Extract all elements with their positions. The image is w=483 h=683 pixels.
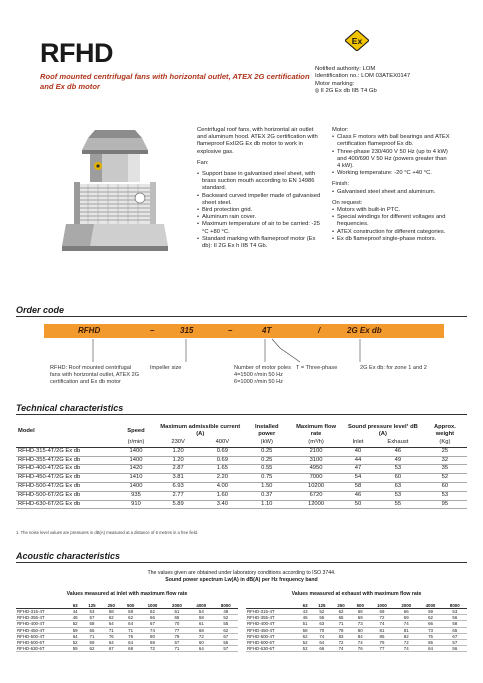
sound-power-cell: 78 [331, 627, 350, 633]
sound-power-cell: 57 [214, 646, 238, 652]
value-cell: 6720 [289, 491, 343, 500]
value-cell: 53 [373, 465, 423, 474]
sound-power-cell: 59 [68, 627, 82, 633]
fan-feature: • Backward curved impeller made of galvanised sheet steel. [197, 193, 322, 207]
value-cell: 52 [423, 474, 467, 483]
sound-power-cell: 69 [370, 609, 394, 615]
table-row [16, 500, 467, 509]
value-cell: 40 [343, 447, 373, 456]
product-intro: Centrifugal roof fans, with horizontal air outlet and aluminum hood. ATEX 2G certification with flameproof ExII2G Ex db motor to work in explosive gas. [197, 127, 318, 155]
frequency-header: 63 [298, 602, 312, 609]
value-cell: 4950 [289, 465, 343, 474]
table-row [16, 456, 467, 465]
inlet-table-title: Values measured at inlet with maximum flow rate [66, 591, 188, 597]
sound-power-cell: 73 [418, 627, 442, 633]
unit-cell: (r/min) [116, 439, 156, 447]
on-request-item: • Special windings for different voltages and frequencies. [332, 214, 450, 228]
model-cell: RFHD-400-4T/2G Ex db [16, 465, 116, 474]
unit-cell: 400V [200, 439, 244, 447]
sound-power-cell: 55 [214, 639, 238, 645]
sound-power-cell: 46 [298, 615, 312, 621]
product-subtitle: Roof mounted centrifugal fans with horizontal outlet, ATEX 2G certification and Ex db motor [40, 72, 310, 91]
value-cell: 2.87 [156, 465, 200, 474]
technical-divider [16, 414, 467, 415]
col-sound: Sound pressure level¹ dB (A) [347, 424, 418, 437]
col-speed: Speed [127, 427, 145, 434]
frequency-header: 125 [82, 602, 101, 609]
sound-power-cell: 63 [312, 621, 331, 627]
frequency-header: 4000 [189, 602, 213, 609]
fan-feature: • Standard marking with flameproof motor (Ex db): II 2G Ex h IIB T4 Gb. [197, 236, 322, 250]
order-label-poles: Number of motor poles 4=1500 r/min 50 Hz 6=1000 r/min 50 Hz [234, 365, 291, 385]
fan-feature-list [197, 171, 322, 250]
col-weight: Approx. weight [433, 424, 456, 437]
sound-power-cell: 69 [394, 615, 418, 621]
sound-power-cell: 62 [214, 627, 238, 633]
order-label-series: RFHD: Roof mounted centrifugal fans with horizontal outlet, ATEX 2G certification and Ex db motor [50, 365, 140, 385]
acoustic-intro-spectrum: Sound power spectrum Lw(A) in dB(A) per Hz frequency band [165, 577, 318, 583]
sound-power-cell: 58 [82, 621, 101, 627]
model-cell: RFHD-500-6T/2G Ex db [16, 491, 116, 500]
order-label-size: Impeller size [150, 365, 182, 371]
sound-power-cell: 80 [140, 633, 164, 639]
frequency-header: 63 [68, 602, 82, 609]
frequency-header: 500 [351, 602, 370, 609]
sound-power-cell: 70 [165, 621, 189, 627]
finish-list [332, 189, 450, 196]
value-cell: 1.65 [200, 465, 244, 474]
sound-power-cell: 55 [312, 615, 331, 621]
frequency-header: 500 [121, 602, 140, 609]
frequency-header: 2000 [394, 602, 418, 609]
sound-power-cell: 48 [68, 615, 82, 621]
value-cell: 53 [373, 491, 423, 500]
sound-power-cell: 62 [418, 615, 442, 621]
motor-feature: • Three-phase 230/400 V 50 Hz (up to 4 kW) and 400/690 V 50 Hz (powers greater than 4 kW). [332, 149, 450, 171]
motor-marking-value: ⦻ II 2G Ex db IIB T4 Gb [315, 88, 377, 95]
sound-power-cell: 53 [82, 609, 101, 615]
sound-power-cell: 65 [331, 615, 350, 621]
on-request-list [332, 207, 450, 243]
order-code-slash: / [318, 326, 321, 335]
frequency-header: 250 [331, 602, 350, 609]
motor-marking-label: Motor marking: [315, 80, 355, 87]
value-cell: 32 [423, 456, 467, 465]
motor-feature-list [332, 134, 450, 177]
value-cell: 55 [373, 500, 423, 509]
sound-power-cell: 64 [121, 621, 140, 627]
order-code-atex: 2G Ex db [347, 326, 382, 335]
product-title: RFHD [40, 38, 113, 68]
sound-power-cell: 43 [298, 609, 312, 615]
sound-power-cell: 75 [370, 639, 394, 645]
sound-power-cell: 74 [331, 646, 350, 652]
value-cell: 0.25 [244, 456, 289, 465]
value-cell: 95 [423, 500, 467, 509]
unit-cell [16, 439, 116, 447]
sound-power-cell: 71 [165, 646, 189, 652]
inlet-acoustic-table [16, 602, 238, 652]
frequency-header: 250 [102, 602, 121, 609]
sound-power-cell: 56 [443, 646, 467, 652]
model-cell: RFHD-500-6T [246, 639, 298, 645]
sound-power-cell: 71 [331, 621, 350, 627]
finish-item: • Galvanised steel sheet and aluminum. [332, 189, 450, 196]
table-row [16, 474, 467, 483]
sound-power-cell: 66 [351, 609, 370, 615]
table-row [246, 646, 467, 652]
frequency-header: 1000 [140, 602, 164, 609]
value-cell: 60 [373, 474, 423, 483]
sound-power-cell: 48 [214, 609, 238, 615]
fan-feature: • Maximum temperature of air to be carried: -25 °C +80 °C. [197, 221, 322, 235]
sound-power-cell: 65 [443, 627, 467, 633]
sound-power-cell: 65 [82, 627, 101, 633]
sound-power-cell: 72 [331, 639, 350, 645]
sound-power-cell: 61 [189, 621, 213, 627]
sound-power-cell: 70 [312, 627, 331, 633]
table-row [16, 646, 238, 652]
sound-power-cell: 79 [165, 633, 189, 639]
sound-power-cell: 85 [370, 633, 394, 639]
sound-power-cell: 62 [121, 615, 140, 621]
sound-power-cell: 74 [140, 627, 164, 633]
value-cell: 50 [343, 500, 373, 509]
sound-power-cell: 72 [394, 639, 418, 645]
sound-power-cell: 62 [82, 646, 101, 652]
roof-fan-product-image [40, 128, 190, 288]
sound-power-cell: 58 [121, 609, 140, 615]
col-current: Maximum admissible current (A) [160, 424, 241, 437]
technical-table-body [16, 439, 467, 509]
sound-power-cell: 59 [82, 639, 101, 645]
value-cell: 49 [373, 456, 423, 465]
sound-power-cell: 84 [351, 633, 370, 639]
motor-feature: • Working temperature: -20 °C +40 °C. [332, 170, 450, 177]
sound-power-cell: 82 [394, 633, 418, 639]
value-cell: 1.20 [156, 456, 200, 465]
sound-power-cell: 81 [370, 627, 394, 633]
unit-cell: 230V [156, 439, 200, 447]
sound-power-cell: 54 [189, 609, 213, 615]
sound-power-cell: 66 [394, 609, 418, 615]
sound-power-cell: 59 [418, 609, 442, 615]
value-cell: 12000 [289, 500, 343, 509]
sound-power-cell: 55 [214, 621, 238, 627]
model-cell: RFHD-315-4T [16, 609, 68, 615]
fan-feature: • Bird protection grid. [197, 207, 322, 214]
sound-power-cell: 64 [312, 639, 331, 645]
sound-power-cell: 74 [394, 621, 418, 627]
unit-cell: (kW) [244, 439, 289, 447]
value-cell: 46 [343, 491, 373, 500]
unit-cell: Exhaust [373, 439, 423, 447]
sound-power-cell: 77 [165, 627, 189, 633]
sound-power-cell: 77 [370, 646, 394, 652]
motor-feature: • Class F motors with ball bearings and ATEX certification flameproof Ex db. [332, 134, 450, 148]
unit-cell: Inlet [343, 439, 373, 447]
sound-power-cell: 69 [351, 615, 370, 621]
sound-power-cell: 67 [102, 646, 121, 652]
model-cell: RFHD-500-4T [246, 633, 298, 639]
model-cell: RFHD-355-4T [246, 615, 298, 621]
sound-power-cell: 52 [298, 639, 312, 645]
value-cell: 1400 [116, 447, 156, 456]
sound-power-cell: 76 [351, 646, 370, 652]
sound-power-cell: 81 [394, 627, 418, 633]
table-row [16, 491, 467, 500]
sound-power-cell: 71 [121, 627, 140, 633]
model-cell: RFHD-315-4T [246, 609, 298, 615]
sound-power-cell: 44 [68, 609, 82, 615]
model-cell: RFHD-400-4T [16, 621, 68, 627]
exhaust-acoustic-table [246, 602, 467, 652]
value-cell: 46 [373, 447, 423, 456]
on-request-item: • Motors with built-in PTC. [332, 207, 450, 214]
value-cell: 0.25 [244, 447, 289, 456]
on-request-title: On request: [332, 199, 363, 206]
sound-power-cell: 76 [102, 633, 121, 639]
sound-power-cell: 65 [165, 615, 189, 621]
sound-power-cell: 52 [214, 615, 238, 621]
value-cell: 4.00 [200, 482, 244, 491]
sound-power-cell: 68 [121, 646, 140, 652]
on-request-item: • ATEX construction for different categories. [332, 229, 450, 236]
order-code-size: 315 [180, 326, 194, 335]
value-cell: 3.81 [156, 474, 200, 483]
model-cell: RFHD-450-4T [246, 627, 298, 633]
model-cell: RFHD-450-4T/2G Ex db [16, 474, 116, 483]
model-cell: RFHD-355-4T/2G Ex db [16, 456, 116, 465]
order-code-dash: – [150, 326, 155, 335]
value-cell: 60 [423, 482, 467, 491]
sound-power-cell: 58 [443, 621, 467, 627]
sound-power-cell: 60 [189, 639, 213, 645]
certification-info [315, 66, 410, 96]
fan-feature: • Aluminum rain cover. [197, 214, 322, 221]
value-cell: 1.50 [244, 482, 289, 491]
sound-power-cell: 64 [68, 633, 82, 639]
value-cell: 54 [343, 474, 373, 483]
sound-power-cell: 67 [443, 633, 467, 639]
value-cell: 2100 [289, 447, 343, 456]
sound-power-cell: 57 [443, 639, 467, 645]
value-cell: 3.40 [200, 500, 244, 509]
sound-power-cell: 58 [102, 609, 121, 615]
value-cell: 25 [423, 447, 467, 456]
sound-power-cell: 52 [312, 609, 331, 615]
value-cell: 44 [343, 456, 373, 465]
sound-power-cell: 64 [189, 646, 213, 652]
order-label-atex: 2G Ex db: for zone 1 and 2 [360, 365, 427, 371]
value-cell: 7000 [289, 474, 343, 483]
sound-power-cell: 64 [102, 621, 121, 627]
value-cell: 2.77 [156, 491, 200, 500]
description-column-left [197, 127, 322, 254]
value-cell: 1420 [116, 465, 156, 474]
sound-power-cell: 65 [418, 639, 442, 645]
sound-power-cell: 74 [312, 633, 331, 639]
sound-power-cell: 67 [214, 633, 238, 639]
value-cell: 1.20 [156, 447, 200, 456]
table-row [16, 447, 467, 456]
sound-power-cell: 75 [418, 633, 442, 639]
order-label-phase: T = Three-phase [296, 365, 338, 371]
sound-power-cell: 66 [312, 646, 331, 652]
sound-power-cell: 64 [418, 646, 442, 652]
value-cell: 58 [343, 482, 373, 491]
model-cell: RFHD-500-4T [16, 633, 68, 639]
exhaust-table-title: Values measured at exhaust with maximum flow rate [291, 591, 422, 597]
frequency-header: 8000 [443, 602, 467, 609]
acoustic-divider [16, 562, 467, 563]
model-cell: RFHD-355-4T [16, 615, 68, 621]
model-cell: RFHD-500-4T/2G Ex db [16, 482, 116, 491]
value-cell: 63 [373, 482, 423, 491]
sound-power-cell: 67 [140, 621, 164, 627]
sound-power-cell: 68 [140, 639, 164, 645]
motor-section-title: Motor: [332, 127, 349, 133]
value-cell: 0.69 [200, 456, 244, 465]
sound-power-cell: 62 [298, 633, 312, 639]
value-cell: 1400 [116, 482, 156, 491]
technical-table [16, 423, 467, 509]
finish-section-title: Finish: [332, 181, 350, 188]
sound-power-cell: 59 [68, 646, 82, 652]
model-cell: RFHD-450-4T [16, 627, 68, 633]
description-column-right [332, 127, 450, 247]
sound-power-cell: 66 [418, 621, 442, 627]
sound-power-cell: 62 [102, 615, 121, 621]
value-cell: 910 [116, 500, 156, 509]
sound-power-cell: 62 [140, 609, 164, 615]
sound-power-cell: 64 [121, 639, 140, 645]
order-code-heading: Order code [16, 305, 65, 315]
frequency-header: 8000 [214, 602, 238, 609]
value-cell: 1410 [116, 474, 156, 483]
sound-power-cell: 58 [189, 615, 213, 621]
order-code-dash: – [228, 326, 233, 335]
sound-power-cell: 74 [394, 646, 418, 652]
sound-power-cell: 74 [370, 621, 394, 627]
sound-power-cell: 52 [68, 621, 82, 627]
fan-section-title: Fan: [197, 159, 209, 166]
sound-power-cell: 57 [82, 615, 101, 621]
sound-power-cell: 71 [82, 633, 101, 639]
notified-authority: Notified authority: LOM [315, 66, 376, 72]
value-cell: 0.69 [200, 447, 244, 456]
sound-power-cell: 73 [351, 621, 370, 627]
frequency-header: 2000 [165, 602, 189, 609]
sound-power-cell: 72 [370, 615, 394, 621]
atex-ex-logo [345, 30, 369, 51]
sound-power-cell: 72 [140, 646, 164, 652]
value-cell: 53 [423, 491, 467, 500]
order-code-bar [44, 324, 444, 338]
model-cell: RFHD-630-6T/2G Ex db [16, 500, 116, 509]
value-cell: 0.55 [244, 465, 289, 474]
value-cell: 5.89 [156, 500, 200, 509]
sound-power-cell: 76 [121, 633, 140, 639]
sound-power-cell: 61 [165, 609, 189, 615]
technical-heading: Technical characteristics [16, 403, 124, 413]
frequency-header: 4000 [418, 602, 442, 609]
order-code-poles: 4T [262, 326, 272, 335]
value-cell: 10200 [289, 482, 343, 491]
value-cell: 1400 [116, 456, 156, 465]
sound-power-cell: 52 [68, 639, 82, 645]
value-cell: 0.37 [244, 491, 289, 500]
acoustic-heading: Acoustic characteristics [16, 551, 121, 561]
sound-power-cell: 58 [298, 627, 312, 633]
table-row [16, 482, 467, 491]
order-code-series: RFHD [78, 326, 101, 335]
fan-feature: • Support base in galvanised steel sheet, with brass suction mouth according to EN 14986 standard. [197, 171, 322, 193]
sound-power-cell: 53 [443, 609, 467, 615]
sound-power-cell: 71 [102, 627, 121, 633]
sound-power-cell: 56 [443, 615, 467, 621]
sound-power-cell: 83 [331, 633, 350, 639]
value-cell: 6.93 [156, 482, 200, 491]
on-request-item: • Ex db flameproof single-phase motors. [332, 236, 450, 243]
sound-power-cell: 80 [351, 627, 370, 633]
technical-footnote: 1. The noise level values are pressures in dB(A) measured at a distance of 6 metres in a free field. [16, 530, 199, 535]
value-cell: 47 [343, 465, 373, 474]
col-flow: Maximum flow rate [296, 424, 337, 437]
sound-power-cell: 62 [331, 609, 350, 615]
sound-power-cell: 68 [189, 627, 213, 633]
sound-power-cell: 72 [189, 633, 213, 639]
model-cell: RFHD-400-4T [246, 621, 298, 627]
sound-power-cell: 66 [140, 615, 164, 621]
sound-power-cell: 67 [165, 639, 189, 645]
sound-power-cell: 51 [298, 621, 312, 627]
model-cell: RFHD-630-6T [246, 646, 298, 652]
sound-power-cell: 52 [298, 646, 312, 652]
col-model: Model [18, 427, 35, 434]
sound-power-cell: 64 [102, 639, 121, 645]
value-cell: 3100 [289, 456, 343, 465]
value-cell: 0.75 [244, 474, 289, 483]
frequency-header: 125 [312, 602, 331, 609]
value-cell: 35 [423, 465, 467, 474]
value-cell: 1.10 [244, 500, 289, 509]
units-row [16, 439, 467, 447]
model-cell: RFHD-500-6T [16, 639, 68, 645]
svg-text:Ex: Ex [351, 35, 363, 46]
frequency-header: 1000 [370, 602, 394, 609]
sound-power-cell: 74 [351, 639, 370, 645]
order-code-divider [16, 316, 467, 317]
value-cell: 935 [116, 491, 156, 500]
col-power: Installed power [254, 424, 279, 437]
value-cell: 1.60 [200, 491, 244, 500]
value-cell: 2.20 [200, 474, 244, 483]
unit-cell: (Kg) [423, 439, 467, 447]
identification-number: Identification no.: LOM 03ATEX0147 [315, 73, 411, 80]
model-cell: RFHD-630-6T [16, 646, 68, 652]
unit-cell: (m³/h) [289, 439, 343, 447]
model-cell: RFHD-315-4T/2G Ex db [16, 447, 116, 456]
acoustic-intro-standard: The values given are obtained under laboratory conditions according to ISO 3744. [147, 570, 336, 576]
table-row [16, 465, 467, 474]
